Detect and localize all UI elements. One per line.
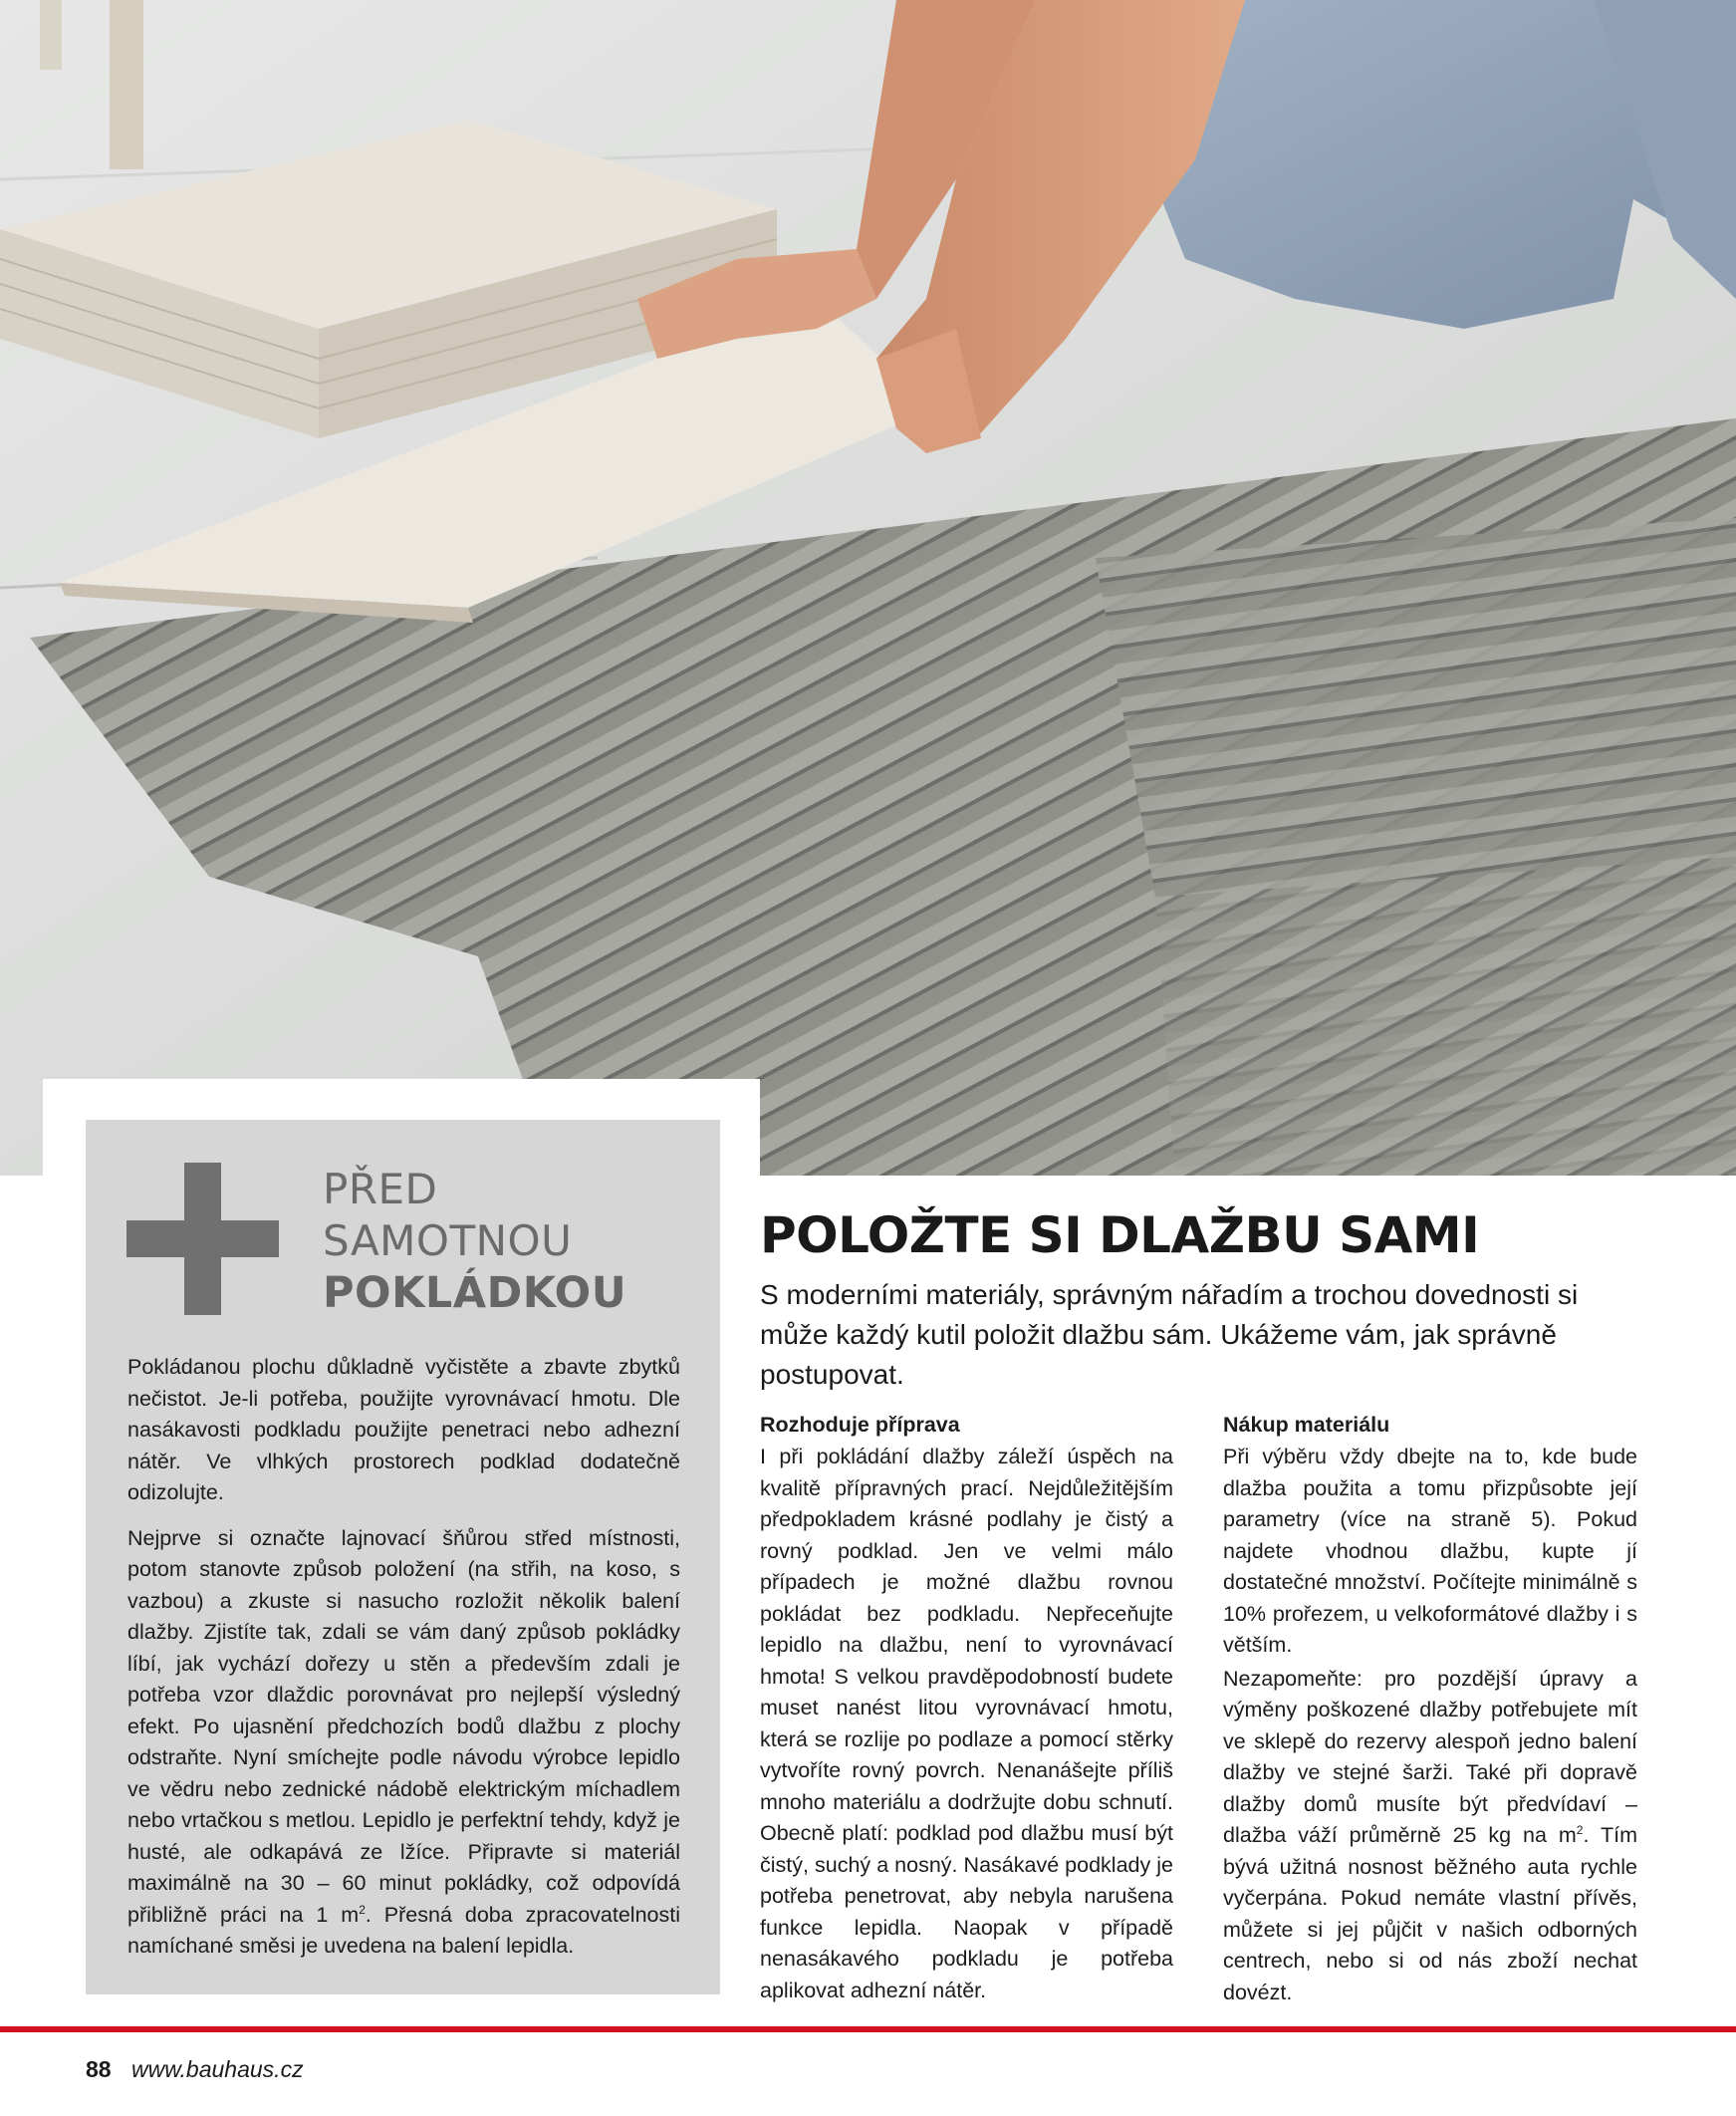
website-link[interactable]: www.bauhaus.cz — [130, 2056, 304, 2082]
article-title: POLOŽTE SI DLAŽBU SAMI — [760, 1206, 1480, 1264]
article-lead: S moderními materiály, správným nářadím a trochou dovednosti si může každý kutil položit dlažbu sám. Ukážeme vám, jak správně postupovat. — [760, 1279, 1579, 1390]
plus-icon — [126, 1163, 279, 1315]
article-column-2 — [1223, 1410, 1637, 2010]
section-heading-purchase: Nákup materiálu — [1223, 1413, 1390, 1437]
section-heading-preparation: Rozhoduje příprava — [760, 1413, 960, 1437]
page-footer — [86, 2054, 304, 2084]
sidebar-text — [127, 1352, 680, 1977]
sidebar-heading-line2: SAMOTNOU — [323, 1216, 573, 1265]
sidebar-heading-line3: POKLÁDKOU — [323, 1268, 627, 1318]
article-column-1 — [760, 1410, 1173, 2008]
sidebar-paragraph-2: Nejprve si označte lajnovací šňůrou střed místnosti, potom stanovte způsob položení (na střih, na koso, s vazbou) a zkuste si nasucho rozložit několik balení dlažby. Zjistíte tak, zdali se vám daný způsob pokládky líbí, jak vychází dořezy u stěn a především zdali je potřeba vzor dlaždic porovnávat pro nejlepší výsledný efekt. Po ujasnění předchozích bodů dlažbu z plochy odstraňte. Nyní smíchejte podle návodu výrobce lepidlo ve vědru nebo zednické nádobě elektrickým míchadlem nebo vrtačkou s metlou. Lepidlo je perfektní tehdy, když je husté, ale odkapává ze lžíce. Připravte si materiál maximálně na 30 – 60 minut pokládky, což odpovídá přibližně práci na 1 $m^2$. Přesná doba zpracovatelnosti namíchané směsi je uvedena na balení lepidla. — [127, 1525, 680, 1958]
section-text-purchase-2: Nezapomeňte: pro pozdější úpravy a výměny poškozené dlažby potřebujete mít ve sklepě do rezervy alespoň jedno balení dlažby ve stejné šarži. Také při dopravě dlažby domů musíte být předvídaví – dlažba váží průměrně 25 kg na $m^2$. Tím bývá užitná nosnost běžného auta rychle vyčerpána. Pokud nemáte vlastní přívěs, můžete si jej půjčit v našich odborných centrech, nebo si od nás zboží nechat dovézt. — [1223, 1666, 1637, 2004]
sidebar-heading — [323, 1164, 681, 1319]
page-number: 88 — [86, 2056, 112, 2082]
section-text-preparation: I při pokládání dlažby záleží úspěch na kvalitě přípravných prací. Nejdůležitějším předpokladem krásné podlahy je čistý a rovný podklad. Jen ve velmi málo případech je možné dlažbu rovnou pokládat bez podkladu. Nepřeceňujte lepidlo na dlažbu, není to vyrovnávací hmota! S velkou pravděpodobností budete muset nanést litou vyrovnávací hmotu, která se rozlije po podlaze a pomocí stěrky vytvoříte rovný povrch. Nenanášejte příliš mnoho materiálu a dodržujte dobu schnutí. Obecně platí: podklad pod dlažbu musí být čistý, suchý a nosný. Nasákavé podklady je potřeba penetrovat, aby nebyla narušena funkce lepidla. Naopak v případě nenasákavého podkladu je potřeba aplikovat adhezní nátěr. — [760, 1445, 1173, 2002]
section-text-purchase-1: Při výběru vždy dbejte na to, kde bude dlažba použita a tomu přizpůsobte její parametry (více na straně 5). Pokud najdete vhodnou dlažbu, kupte jí dostatečné množství. Počítejte minimálně s 10% prořezem, u velkoformátové dlažby i s větším. — [1223, 1445, 1637, 1657]
footer-accent-line — [0, 2026, 1736, 2032]
sidebar-paragraph-1: Pokládanou plochu důkladně vyčistěte a zbavte zbytků nečistot. Je-li potřeba, použijte vyrovnávací hmotu. Dle nasákavosti podkladu použijte penetraci nebo adhezní nátěr. Ve vlhkých prostorech podklad dodatečně odizolujte. — [127, 1355, 680, 1504]
sidebar-heading-line1: PŘED — [323, 1165, 438, 1213]
